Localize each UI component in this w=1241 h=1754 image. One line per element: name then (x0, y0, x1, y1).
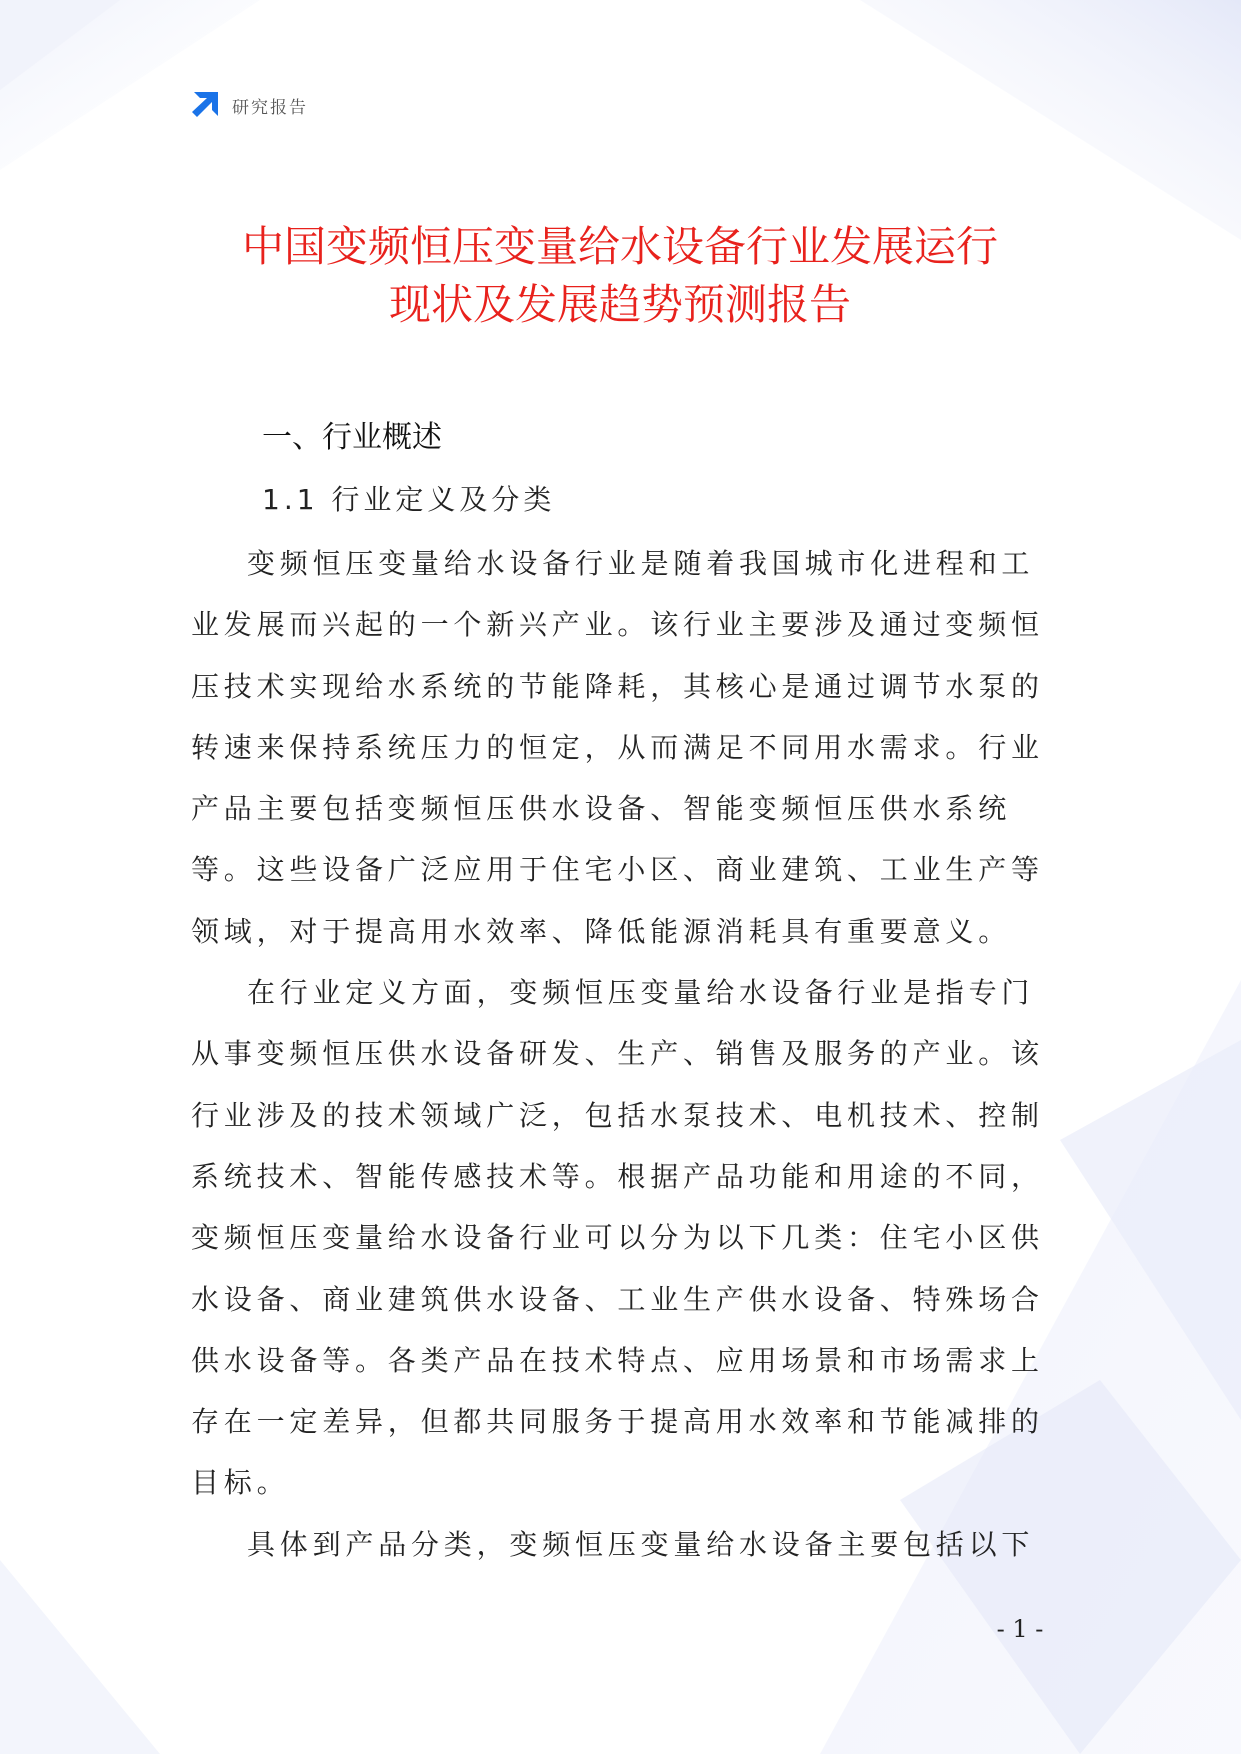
arrow-up-right-icon (188, 88, 222, 122)
title-line-1: 中国变频恒压变量给水设备行业发展运行 (241, 222, 998, 271)
page-number: - 1 - (996, 1615, 1044, 1643)
title-line-2: 现状及发展趋势预测报告 (388, 280, 851, 329)
paragraph: 变频恒压变量给水设备行业是随着我国城市化进程和工业发展而兴起的一个新兴产业。该行业主要涉及通过变频恒压技术实现给水系统的节能降耗，其核心是通过调节水泵的转速来保持系统压力的恒定，从而满足不同用水需求。行业产品主要包括变频恒压供水设备、智能变频恒压供水系统等。这些设备广泛应用于住宅小区、商业建筑、工业生产等领域，对于提高用水效率、降低能源消耗具有重要意义。 (191, 547, 1044, 948)
paragraph: 在行业定义方面，变频恒压变量给水设备行业是指专门从事变频恒压供水设备研发、生产、销售及服务的产业。该行业涉及的技术领域广泛，包括水泵技术、电机技术、控制系统技术、智能传感技术等。根据产品功能和用途的不同，变频恒压变量给水设备行业可以分为以下几类：住宅小区供水设备、商业建筑供水设备、工业生产供水设备、特殊场合供水设备等。各类产品在技术特点、应用场景和市场需求上存在一定差异，但都共同服务于提高用水效率和节能减排的目标。 (191, 976, 1044, 1500)
paragraph: 具体到产品分类，变频恒压变量给水设备主要包括以下 (247, 1527, 1035, 1561)
body-text (191, 533, 1051, 1575)
document-title (100, 218, 1140, 334)
section-heading: 一、行业概述 (262, 420, 442, 455)
report-header (188, 88, 308, 122)
section-subheading: 1.1 行业定义及分类 (262, 483, 556, 516)
header-label: 研究报告 (232, 97, 308, 118)
